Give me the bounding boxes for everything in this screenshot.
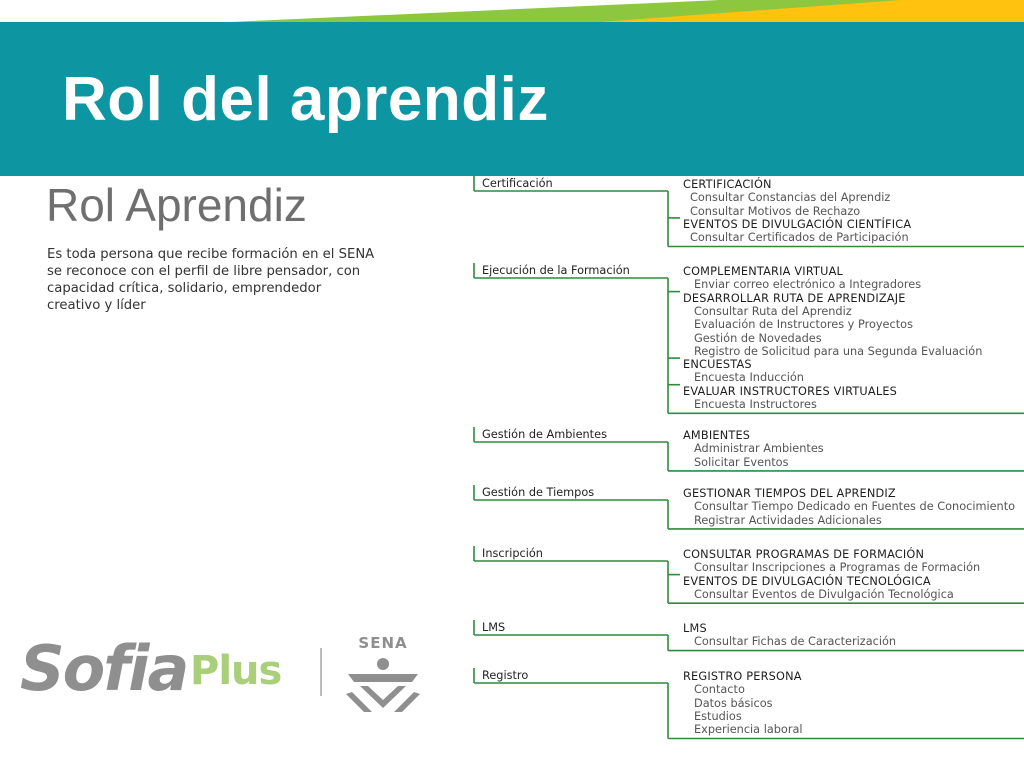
tree-item: Administrar Ambientes	[694, 442, 824, 456]
tree-category-label: LMS	[482, 621, 506, 634]
tree-group-header: ENCUESTAS	[683, 358, 752, 372]
tree-item: Evaluación de Instructores y Proyectos	[694, 318, 913, 332]
tree-category-label: Ejecución de la Formación	[482, 264, 630, 277]
tree-category-label: Registro	[482, 669, 529, 682]
tree-group-header: LMS	[683, 622, 707, 635]
tree-group-header: EVALUAR INSTRUCTORES VIRTUALES	[683, 384, 898, 398]
tree-item: Enviar correo electrónico a Integradores	[694, 278, 922, 292]
tree-item: Encuesta Instructores	[694, 398, 817, 411]
tree-group-header: EVENTOS DE DIVULGACIÓN CIENTÍFICA	[683, 217, 912, 231]
tree-item: Consultar Fichas de Caracterización	[694, 635, 897, 649]
tree-group-header: GESTIONAR TIEMPOS DEL APRENDIZ	[683, 487, 896, 500]
description-line: Es toda persona que recibe formación en el SENA	[47, 247, 375, 262]
tree-group-header: CERTIFICACIÓN	[683, 178, 772, 191]
tree-group-header: REGISTRO PERSONA	[683, 670, 802, 683]
tree-item: Consultar Eventos de Divulgación Tecnológica	[694, 587, 954, 601]
tree-item: Encuesta Inducción	[694, 371, 804, 385]
tree-group-header: AMBIENTES	[683, 429, 751, 442]
tree-item: Registrar Actividades Adicionales	[694, 513, 882, 527]
tree-item: Consultar Inscripciones a Programas de Formación	[694, 561, 981, 575]
tree-item: Consultar Motivos de Rechazo	[690, 204, 861, 218]
tree-item: Gestión de Novedades	[694, 331, 822, 345]
tree-group-header: EVENTOS DE DIVULGACIÓN TECNOLÓGICA	[683, 574, 931, 588]
tree-category-label: Inscripción	[482, 547, 543, 560]
slide-title: Rol del aprendiz	[62, 65, 549, 134]
description-line: se reconoce con el perfil de libre pensador, con	[47, 264, 361, 279]
tree-item: Consultar Tiempo Dedicado en Fuentes de Conocimiento	[694, 500, 1016, 514]
role-heading: Rol Aprendiz	[46, 179, 307, 231]
tree-item: Consultar Certificados de Participación	[690, 231, 909, 245]
tree-item: Contacto	[694, 683, 745, 697]
description-line: capacidad crítica, solidario, emprendedor	[47, 281, 322, 296]
tree-item: Registro de Solicitud para una Segunda Evaluación	[694, 344, 983, 358]
tree-item: Consultar Ruta del Aprendiz	[694, 304, 852, 318]
tree-item: Datos básicos	[694, 696, 773, 710]
tree-item: Experiencia laboral	[694, 723, 803, 737]
description-line: creativo y líder	[47, 298, 146, 313]
tree-item: Consultar Constancias del Aprendiz	[690, 191, 891, 205]
sofia-plus-logo: Sofia	[20, 632, 188, 705]
tree-item: Solicitar Eventos	[694, 455, 789, 469]
tree-group-header: CONSULTAR PROGRAMAS DE FORMACIÓN	[683, 548, 925, 561]
tree-group-header: COMPLEMENTARIA VIRTUAL	[683, 265, 844, 278]
sena-logo-text: SENA	[358, 634, 408, 652]
tree-category-label: Gestión de Tiempos	[482, 486, 595, 499]
tree-item: Estudios	[694, 709, 742, 723]
tree-category-label: Certificación	[482, 177, 553, 190]
tree-group-header: DESARROLLAR RUTA DE APRENDIZAJE	[683, 291, 906, 305]
sofia-plus-logo-plus: Plus	[190, 648, 282, 694]
tree-category-label: Gestión de Ambientes	[482, 428, 607, 441]
